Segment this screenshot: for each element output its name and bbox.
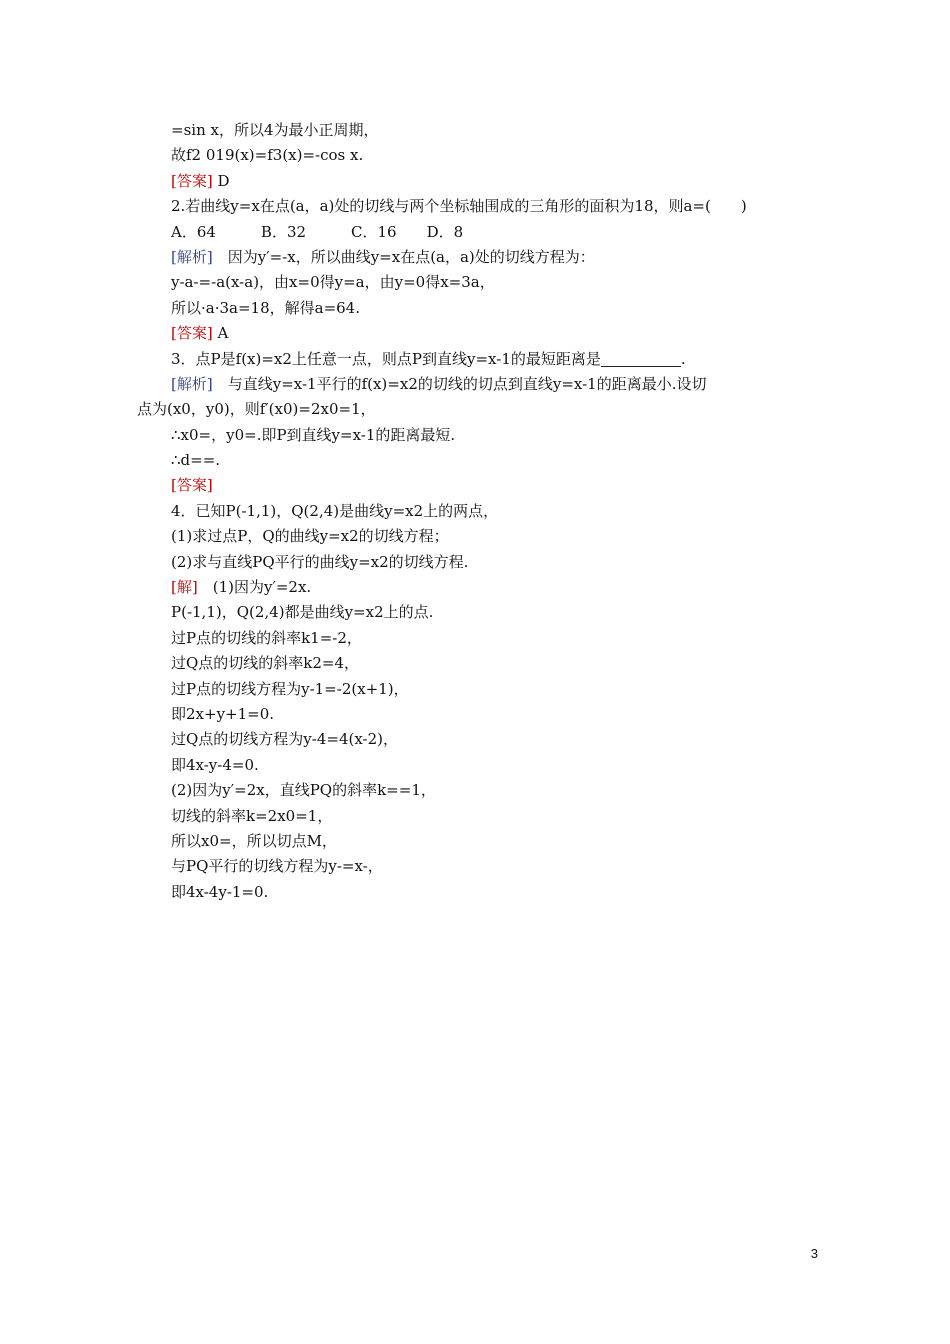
line-text: D	[212, 171, 230, 190]
text-line	[0, 372, 950, 397]
line-text: (1)因为y′=2x.	[197, 578, 312, 597]
text-line	[0, 804, 950, 829]
text-line	[0, 220, 950, 245]
text-line	[0, 499, 950, 524]
line-text: (1)求过点P，Q的曲线y=x2的切线方程；	[171, 527, 449, 546]
line-text: =sin x，所以4为最小正周期，	[171, 121, 379, 139]
line-text: 即2x+y+1=0.	[171, 704, 275, 723]
text-line	[0, 245, 950, 270]
text-line	[0, 651, 950, 676]
line-text: 故f2 019(x)=f3(x)=-cos x.	[171, 146, 364, 165]
line-text: (2)因为y′=2x，直线PQ的斜率k==1，	[171, 781, 436, 800]
line-text: 过P点的切线方程为y-1=-2(x+1)，	[171, 679, 409, 698]
line-text: 3．点P是f(x)=x2上任意一点，则点P到直线y=x-1的最短距离是	[171, 349, 601, 368]
text-line	[0, 524, 950, 549]
text-line	[0, 270, 950, 295]
section-tag: [解]	[171, 578, 198, 597]
section-tag: [解析]	[171, 247, 213, 266]
text-line	[0, 423, 950, 448]
line-text: 与直线y=x-1平行的f(x)=x2的切线的切点到直线y=x-1的距离最小.设切	[212, 374, 707, 393]
section-tag: [解析]	[171, 374, 213, 393]
text-line	[0, 600, 950, 625]
text-line	[0, 321, 950, 346]
line-text: 所以x0=，所以切点M，	[171, 831, 337, 850]
line-text: 即4x-4y-1=0.	[171, 882, 269, 901]
text-line	[0, 169, 950, 194]
line-text: 与PQ平行的切线方程为y-=x-，	[171, 857, 383, 876]
text-line	[0, 727, 950, 752]
text-line	[0, 194, 950, 219]
text-line	[0, 473, 950, 498]
section-tag: [答案]	[171, 476, 213, 495]
text-line	[0, 550, 950, 575]
line-text: 因为y′=-x，所以曲线y=x在点(a，a)处的切线方程为：	[212, 247, 595, 266]
text-line	[0, 626, 950, 651]
page-content	[0, 118, 950, 905]
line-text: A．64 B．32 C．16 D．8	[171, 222, 464, 241]
section-tag: [答案]	[171, 171, 213, 190]
text-line	[0, 753, 950, 778]
text-line	[0, 575, 950, 600]
text-line	[0, 854, 950, 879]
line-text: 即4x-y-4=0.	[171, 755, 259, 774]
line-text: 2.若曲线y=x在点(a，a)处的切线与两个坐标轴围成的三角形的面积为18，则a=( )	[171, 197, 747, 216]
line-suffix: .	[680, 349, 686, 368]
line-text: P(-1,1)，Q(2,4)都是曲线y=x2上的点.	[171, 603, 434, 622]
line-text: 所以·a·3a=18，解得a=64.	[171, 298, 360, 317]
line-text: 过Q点的切线方程为y-4=4(x-2)，	[171, 730, 399, 749]
line-text: (2)求与直线PQ平行的曲线y=x2的切线方程.	[171, 552, 469, 571]
line-text: 过P点的切线的斜率k1=-2，	[171, 628, 362, 647]
text-line	[0, 880, 950, 905]
text-line	[0, 677, 950, 702]
answer-blank	[601, 350, 681, 367]
line-text: 过Q点的切线的斜率k2=4，	[171, 654, 360, 673]
line-text: A	[212, 324, 229, 343]
page-number: 3	[810, 1246, 818, 1261]
section-tag: [答案]	[171, 324, 213, 343]
line-text: y-a-=-a(x-a)，由x=0得y=a，由y=0得x=3a，	[171, 273, 495, 292]
text-line	[0, 829, 950, 854]
line-text: ∴x0=，y0=.即P到直线y=x-1的距离最短.	[171, 425, 456, 444]
text-line	[0, 347, 950, 372]
text-line	[0, 296, 950, 321]
text-line	[0, 448, 950, 473]
line-text: 4．已知P(-1,1)，Q(2,4)是曲线y=x2上的两点，	[171, 501, 499, 520]
text-line	[0, 143, 950, 168]
text-line	[0, 778, 950, 803]
line-text: 切线的斜率k=2x0=1，	[171, 806, 333, 825]
line-text: ∴d==.	[171, 451, 221, 470]
line-text: 点为(x0，y0)，则f′(x0)=2x0=1，	[137, 400, 376, 419]
text-line	[0, 702, 950, 727]
text-line	[0, 397, 950, 422]
text-line	[0, 118, 950, 143]
